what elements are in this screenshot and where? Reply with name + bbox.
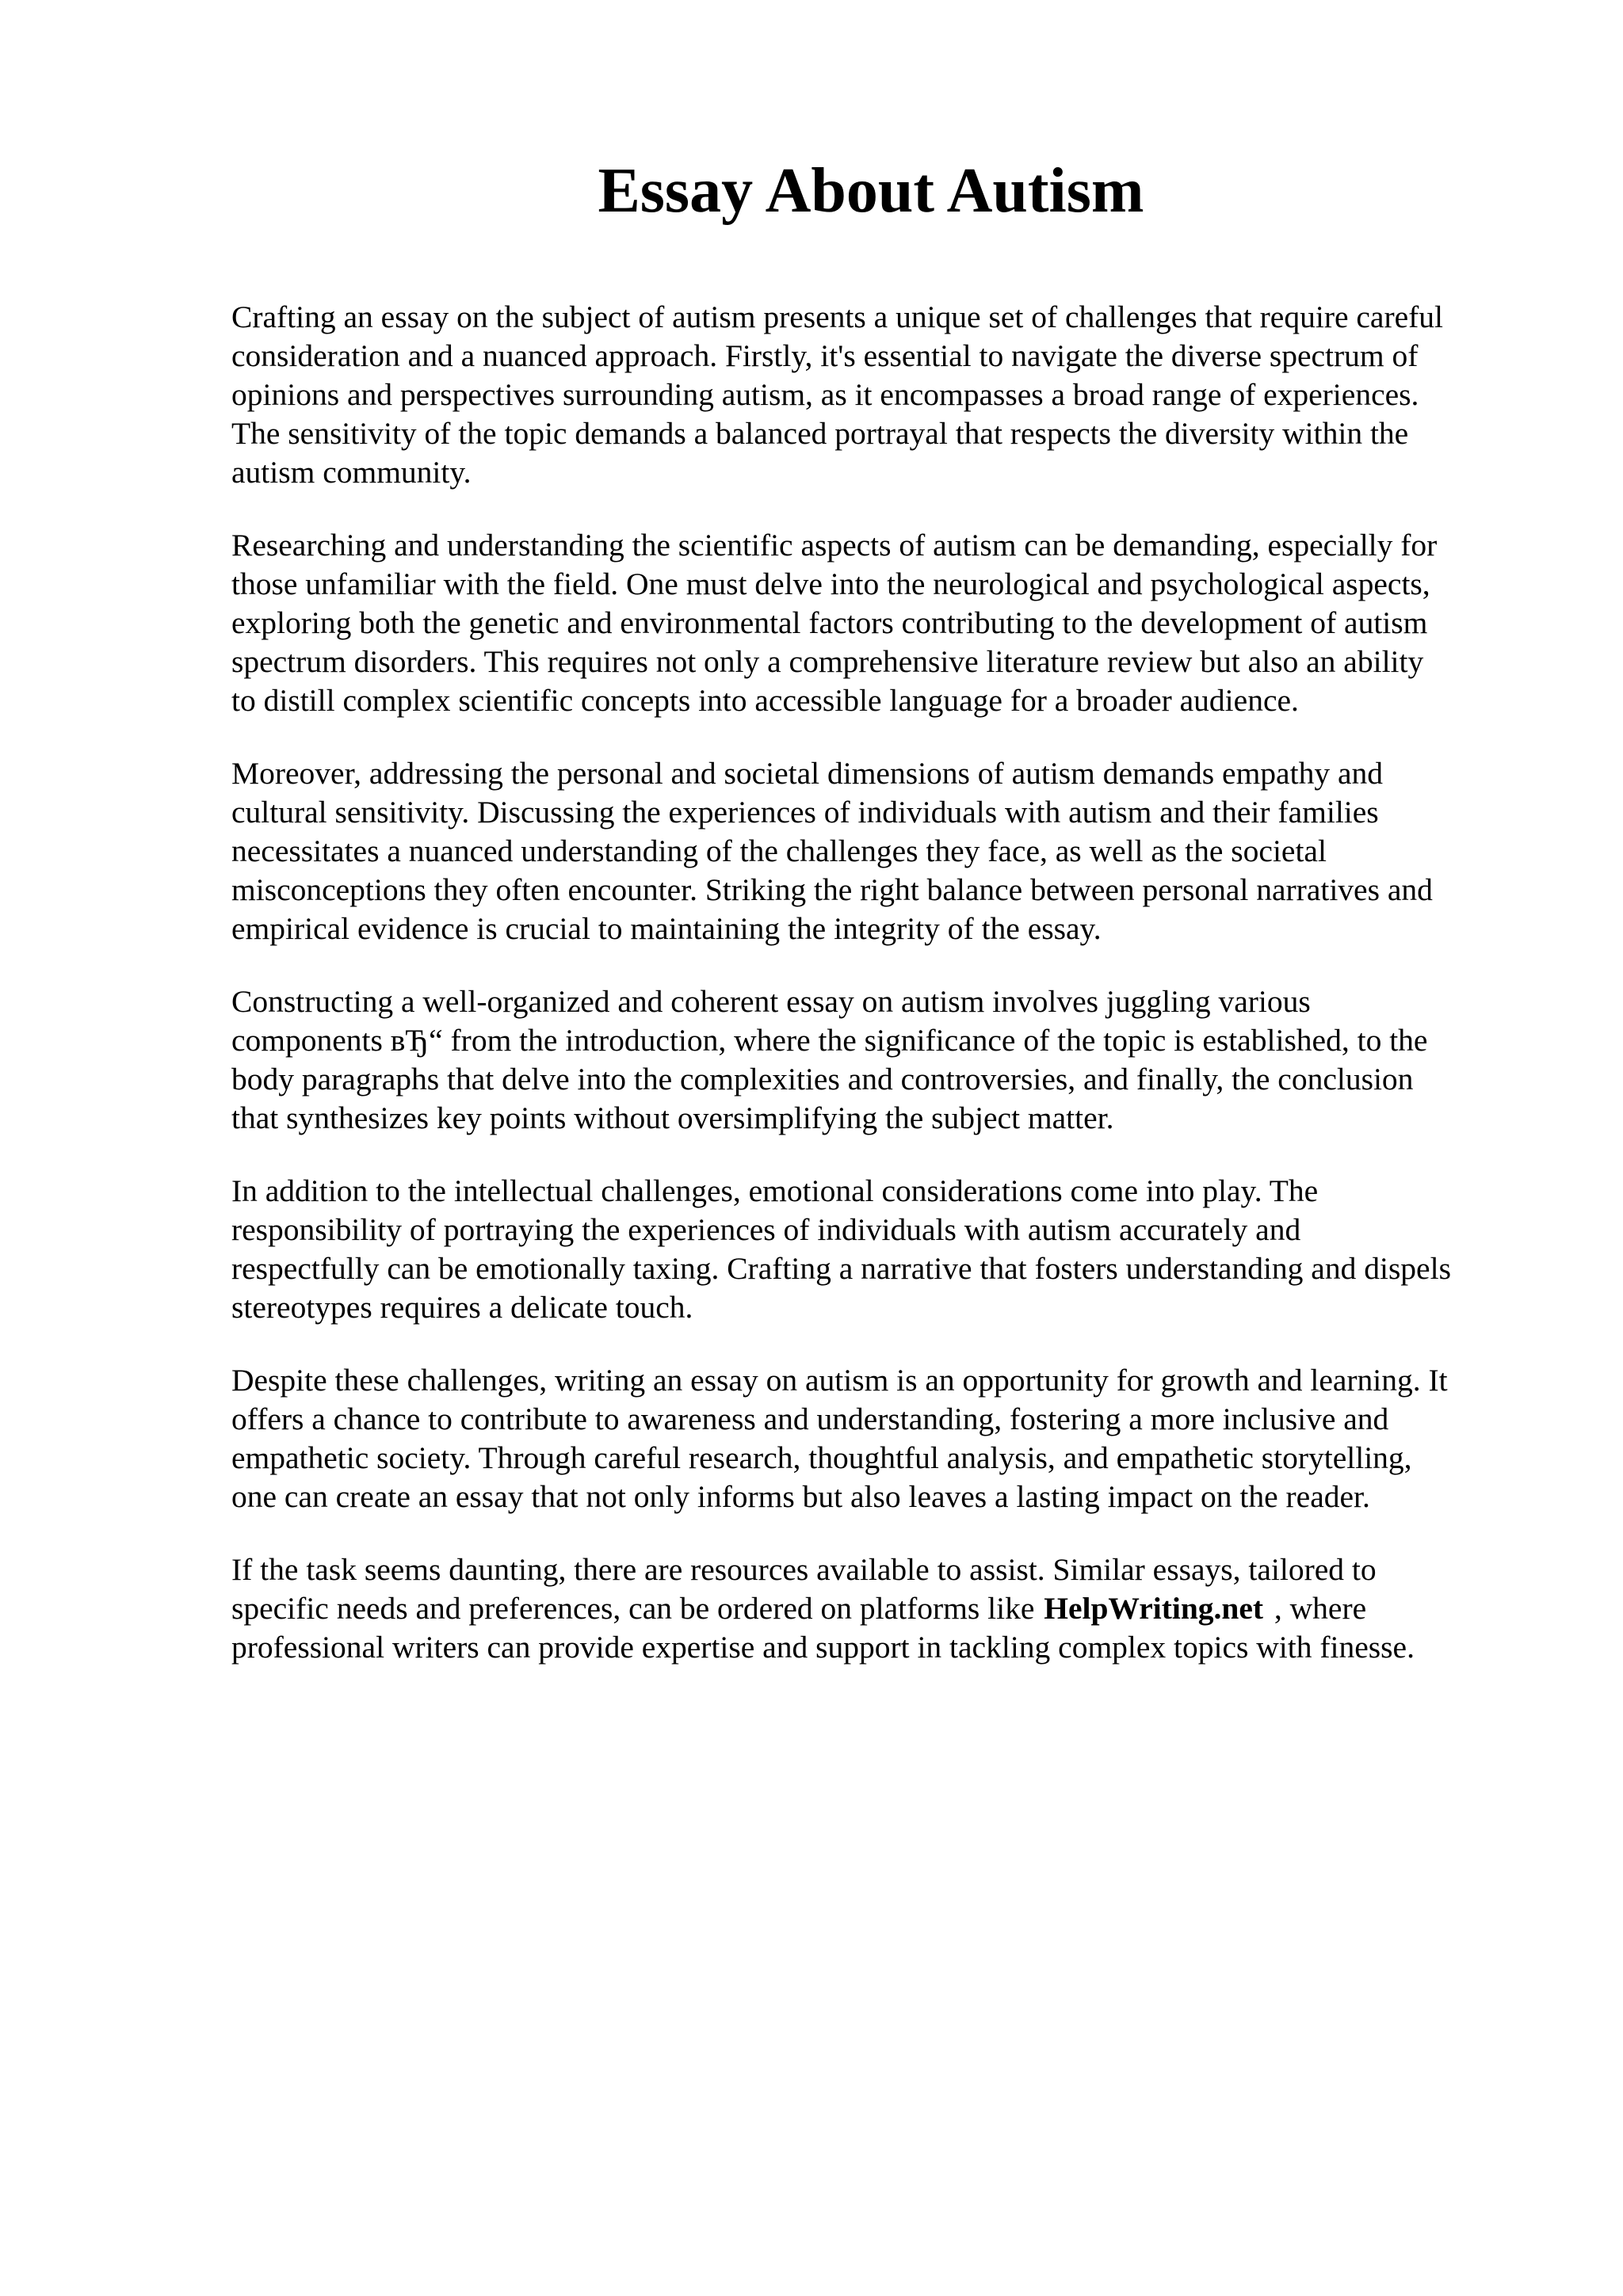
text-line: Researching and understanding the scientific aspects of autism can be demanding, especially for [231,528,1438,563]
text-line: Constructing a well-organized and coherent essay on autism involves juggling various [231,984,1311,1019]
text-line: stereotypes requires a delicate touch. [231,1290,693,1325]
paragraph-3 [231,754,1531,948]
paragraph-5 [231,1172,1531,1327]
text-line: components вЂ“ from the introduction, where the significance of the topic is established, to the [231,1023,1428,1058]
text-line: If the task seems daunting, there are resources available to assist. Similar essays, tailored to [231,1552,1377,1587]
text-line: professional writers can provide expertise and support in tackling complex topics with finesse. [231,1630,1415,1665]
text-line: that synthesizes key points without oversimplifying the subject matter. [231,1100,1114,1135]
text-line: In addition to the intellectual challenges, emotional considerations come into play. The [231,1173,1319,1208]
text-line-with-link [231,1589,1531,1628]
text-line: empirical evidence is crucial to maintaining the integrity of the essay. [231,911,1102,946]
text-line: one can create an essay that not only informs but also leaves a lasting impact on the reader. [231,1479,1370,1514]
essay-body [231,298,1531,1701]
helpwriting-link[interactable]: HelpWriting.net [1044,1591,1264,1626]
text-line: those unfamiliar with the field. One must delve into the neurological and psychological aspects, [231,566,1430,601]
text-line: opinions and perspectives surrounding autism, as it encompasses a broad range of experiences. [231,377,1419,412]
text-line: offers a chance to contribute to awareness and understanding, fostering a more inclusive and [231,1402,1389,1436]
text-line: Crafting an essay on the subject of autism presents a unique set of challenges that require careful [231,299,1444,334]
text-line: respectfully can be emotionally taxing. Crafting a narrative that fosters understanding and dispels [231,1251,1451,1286]
paragraph-7 [231,1550,1531,1667]
document-title: Essay About Autism [598,156,1144,226]
text-line: responsibility of portraying the experiences of individuals with autism accurately and [231,1212,1301,1247]
text-line: The sensitivity of the topic demands a balanced portrayal that respects the diversity within the [231,416,1409,451]
text-line: Moreover, addressing the personal and societal dimensions of autism demands empathy and [231,756,1383,791]
link-lead-text: specific needs and preferences, can be ordered on platforms like [231,1591,1035,1626]
text-line: to distill complex scientific concepts into accessible language for a broader audience. [231,683,1299,718]
text-line: autism community. [231,455,472,490]
text-line: necessitates a nuanced understanding of the challenges they face, as well as the societal [231,833,1327,868]
text-line: Despite these challenges, writing an essay on autism is an opportunity for growth and learning. It [231,1363,1448,1398]
link-trail-text: , where [1274,1591,1367,1626]
paragraph-4 [231,982,1531,1138]
paragraph-2 [231,526,1531,720]
text-line: misconceptions they often encounter. Striking the right balance between personal narratives and [231,872,1433,907]
paragraph-1 [231,298,1531,492]
paragraph-6 [231,1361,1531,1516]
text-line: spectrum disorders. This requires not only a comprehensive literature review but also an ability [231,644,1424,679]
text-line: cultural sensitivity. Discussing the experiences of individuals with autism and their families [231,795,1379,830]
text-line: body paragraphs that delve into the complexities and controversies, and finally, the conclusion [231,1062,1414,1097]
text-line: exploring both the genetic and environmental factors contributing to the development of autism [231,605,1428,640]
text-line: consideration and a nuanced approach. Firstly, it's essential to navigate the diverse spectrum of [231,338,1419,373]
text-line: empathetic society. Through careful research, thoughtful analysis, and empathetic storytelling, [231,1440,1412,1475]
